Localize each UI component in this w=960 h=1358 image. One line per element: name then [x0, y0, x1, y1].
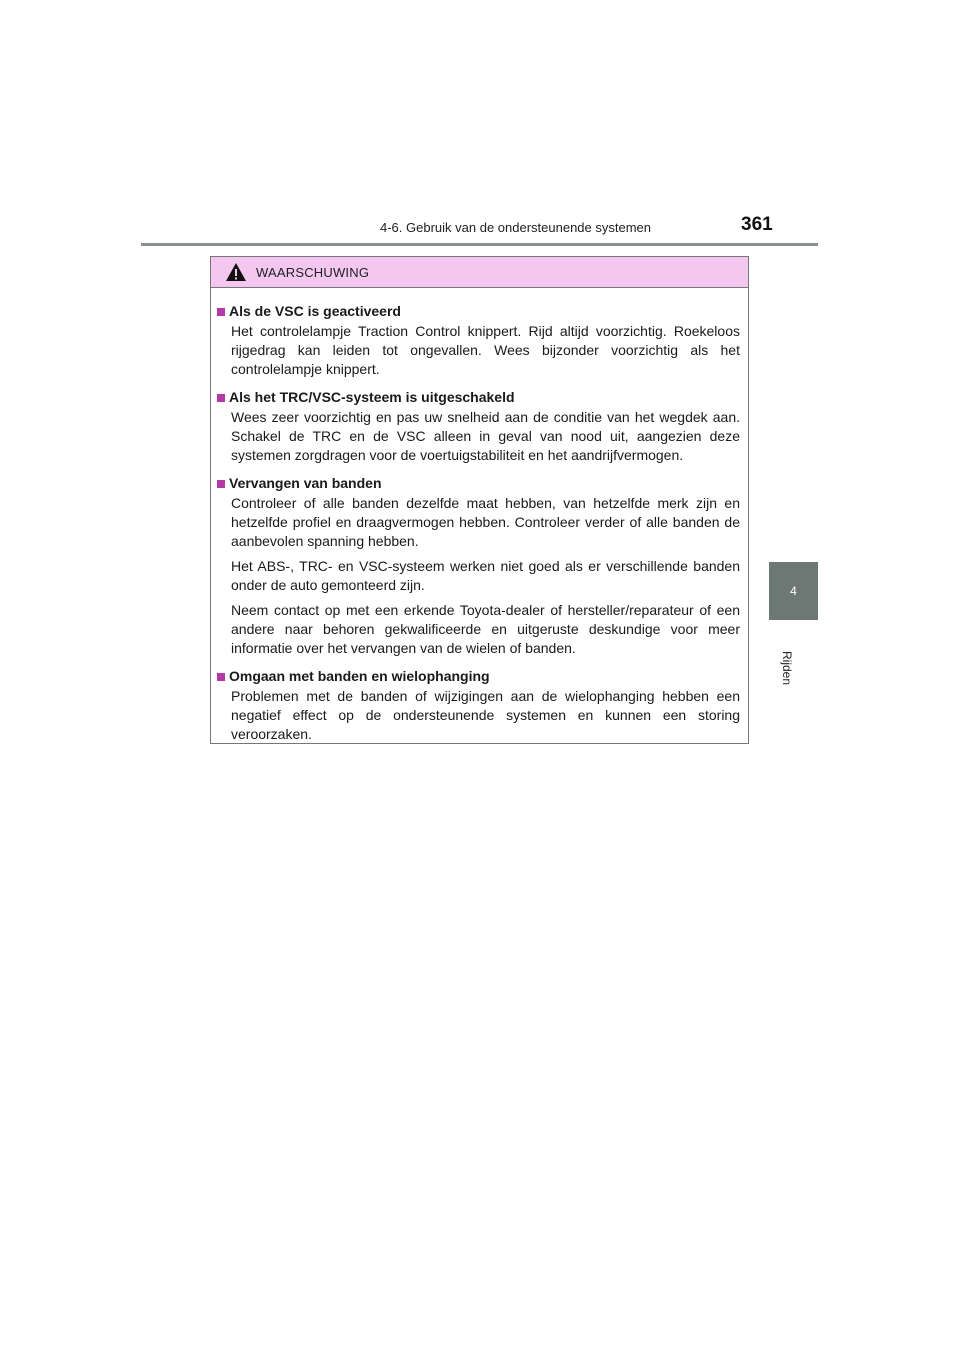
chapter-tab-label: Rijden: [780, 651, 794, 686]
section-title: 4-6. Gebruik van de ondersteunende systemen: [380, 220, 652, 235]
warning-item: [217, 388, 740, 465]
warning-item-heading: [217, 474, 740, 493]
chapter-tab-number: 4: [769, 562, 818, 620]
warning-header: [211, 257, 748, 288]
square-bullet-icon: [217, 308, 225, 316]
warning-paragraph: Controleer of alle banden dezelfde maat hebben, van hetzelfde merk zijn en hetzelfde profiel en draagvermogen hebben. Controleer verder of alle banden de aanbevolen spanning hebben.: [231, 495, 740, 549]
warning-paragraph: Neem contact op met een erkende Toyota-dealer of hersteller/reparateur of een andere naar behoren gekwalificeerde en uitgeruste deskundige voor meer informatie over het vervangen van de wielen of banden.: [231, 602, 740, 656]
warning-body: [211, 288, 748, 744]
warning-paragraph: Het controlelampje Traction Control knippert. Rijd altijd voorzichtig. Roekeloos rijgedrag kan leiden tot ongevallen. Wees bijzonder voorzichtig als het controlelampje knippert.: [231, 323, 740, 377]
warning-title: WAARSCHUWING: [256, 264, 370, 280]
warning-item-heading-text: Vervangen van banden: [229, 475, 382, 491]
square-bullet-icon: [217, 480, 225, 488]
warning-item-heading-text: Als het TRC/VSC-systeem is uitgeschakeld: [229, 389, 515, 405]
warning-item: [217, 474, 740, 658]
header-divider: [141, 243, 818, 246]
warning-box: [210, 256, 749, 744]
warning-item-heading-text: Als de VSC is geactiveerd: [229, 303, 401, 319]
square-bullet-icon: [217, 673, 225, 681]
warning-triangle-icon: [225, 262, 247, 282]
square-bullet-icon: [217, 394, 225, 402]
warning-item-heading: [217, 667, 740, 686]
page-number: 361: [741, 214, 773, 235]
warning-item: [217, 302, 740, 379]
warning-paragraph: Het ABS-, TRC- en VSC-systeem werken niet goed als er verschillende banden onder de auto gemonteerd zijn.: [231, 558, 740, 593]
warning-item-heading: [217, 388, 740, 407]
warning-item-heading-text: Omgaan met banden en wielophanging: [229, 668, 490, 684]
warning-item: [217, 667, 740, 744]
warning-item-heading: [217, 302, 740, 321]
warning-paragraph: Wees zeer voorzichtig en pas uw snelheid aan de conditie van het wegdek aan. Schakel de TRC en de VSC alleen in geval van nood uit, aangezien deze systemen zorgdragen voor de voertuigstabiliteit en het aandrijfvermogen.: [231, 409, 740, 463]
warning-paragraph: Problemen met de banden of wijzigingen aan de wielophanging hebben een negatief effect op de ondersteunende systemen en kunnen een storing veroorzaken.: [231, 688, 740, 742]
